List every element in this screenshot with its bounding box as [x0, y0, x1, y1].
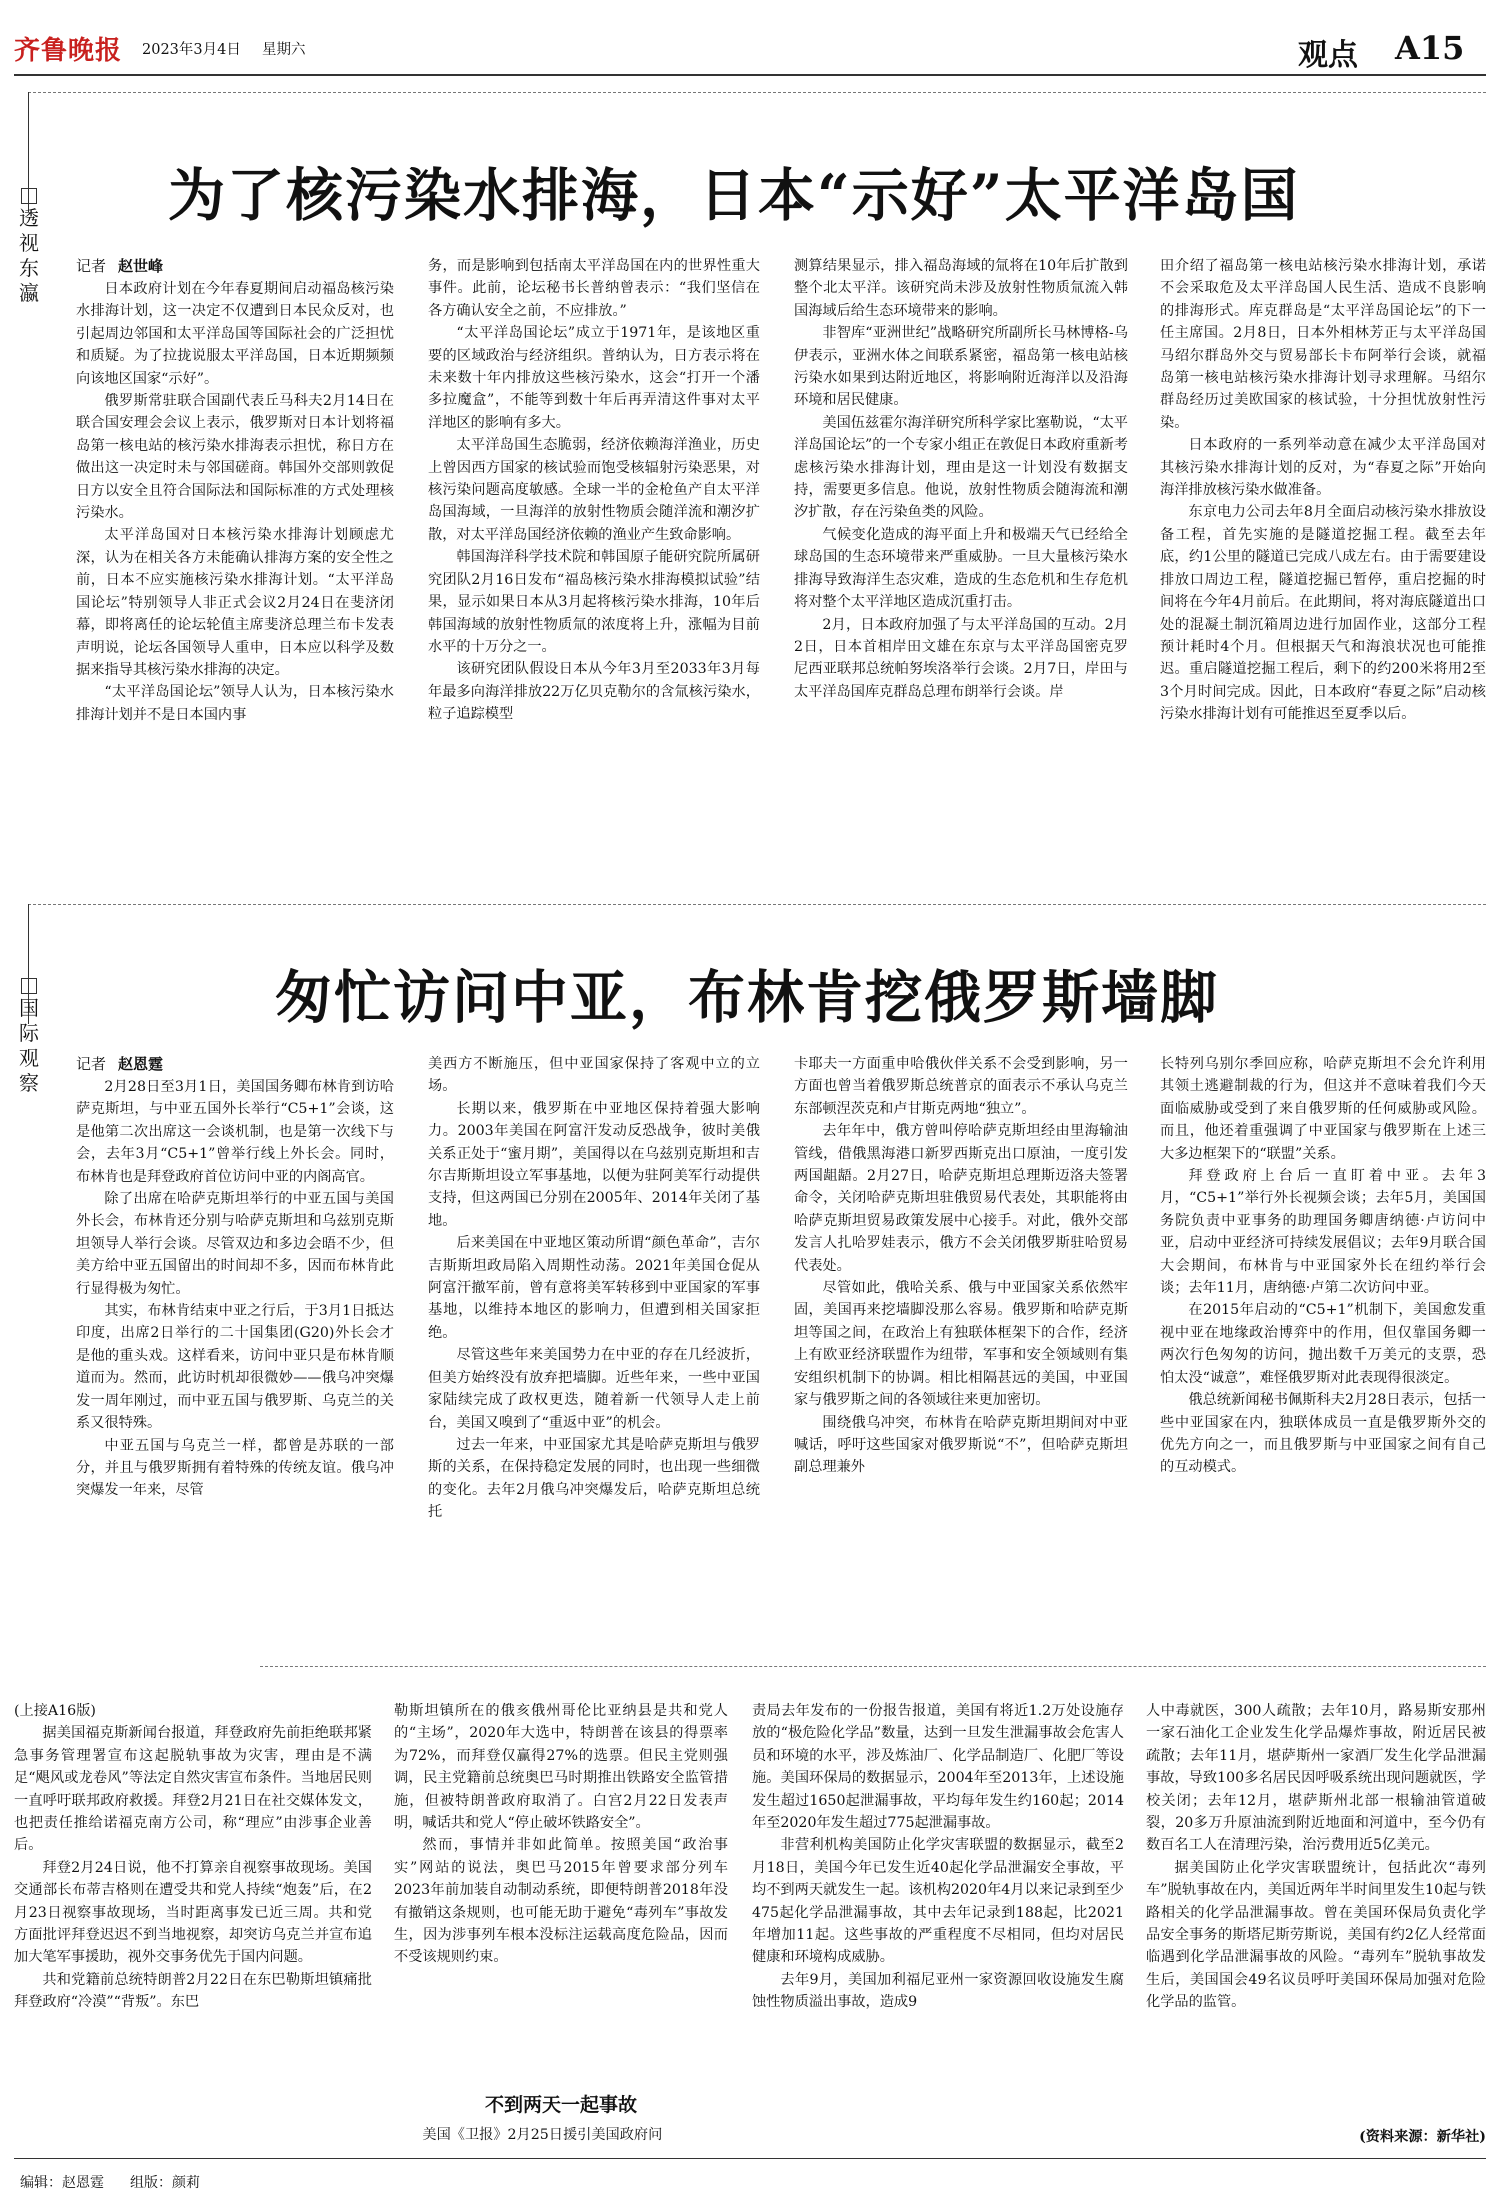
article2-byline: [76, 1053, 163, 1074]
paragraph: 2月28日至3月1日，美国国务卿布林肯到访哈萨克斯坦，与中亚五国外长举行“C5+1”会谈，这是他第二次出席这一会谈机制，也是第一次线下与会，去年3月“C5+1”曾举行线上外长会。同时，布林肯也是拜登政府首位访问中亚的内阁高官。: [76, 1079, 394, 1185]
article2-column-tag-text: 国际观察: [19, 996, 39, 1095]
byline-label: 记者: [76, 1055, 107, 1073]
paragraph: 2月，日本政府加强了与太平洋岛国的互动。2月2日，日本首相岸田文雄在东京与太平洋岛国密克罗尼西亚联邦总统帕努埃洛举行会谈。2月7日，岸田与太平洋岛国库克群岛总理布朗举行会谈。岸: [794, 616, 1128, 700]
article1-byline: [76, 255, 163, 276]
article3-subhead: 不到两天一起事故: [484, 2094, 637, 2116]
paragraph: 去年年中，俄方曾叫停哈萨克斯坦经由里海输油管线，借俄黑海港口新罗西斯克出口原油，一度引发两国龃龉。2月27日，哈萨克斯坦总理斯迈洛夫签署命令，关闭哈萨克斯坦驻俄贸易代表处，其职能将由哈萨克斯坦贸易政策发展中心接手。对此，俄外交部发言人扎哈罗娃表示，俄方不会关闭俄罗斯驻哈贸易代表处。: [794, 1123, 1128, 1274]
paragraph: 东京电力公司去年8月全面启动核污染水排放设备工程，首先实施的是隧道挖掘工程。截至去年底，约1公里的隧道已完成八成左右。由于需要建设排放口周边工程，隧道挖掘已暂停，重启挖掘的时间将在今年4月前后。在此期间，将对海底隧道出口处的混凝土制沉箱周边进行加固作业，这部分工程预计耗时4个月。但根据天气和海浪状况也可能推迟。重启隧道挖掘工程后，剩下的约200米将用2至3个月时间完成。因此，日本政府“春夏之际”启动核污染水排海计划有可能推迟至夏季以后。: [1160, 504, 1486, 723]
paragraph: 田介绍了福岛第一核电站核污染水排海计划，承诺不会采取危及太平洋岛国人民生活、造成不良影响的排海形式。库克群岛是“太平洋岛国论坛”的下一任主席国。2月8日，日本外相林芳正与太平洋岛国马绍尔群岛外交与贸易部长卡布阿举行会谈，就福岛第一核电站核污染水排海计划寻求理解。马绍尔群岛经历过美欧国家的核试验，十分担忧放射性污染。: [1160, 258, 1486, 431]
paragraph: 非营利机构美国防止化学灾害联盟的数据显示，截至2月18日，美国今年已发生近40起化学品泄漏安全事故，平均不到两天就发生一起。该机构2020年4月以来记录到至少475起化学品泄漏事故，其中去年记录到188起，比2021年增加11起。这些事故的严重程度不尽相同，但均对居民健康和环境构成威胁。: [752, 1837, 1124, 1966]
masthead-rule: [14, 74, 1486, 76]
paragraph: 然而，事情并非如此简单。按照美国“政治事实”网站的说法，奥巴马2015年曾要求部分列车2023年前加装自动制动系统，即便特朗普2018年没有撤销这条规则，也可能无助于避免“毒列车”事故发生，因为涉事列车根本没标注运载高度危险品，因而不受该规则约束。: [394, 1837, 728, 1966]
paragraph: 拜登2月24日说，他不打算亲自视察事故现场。美国交通部长布蒂吉格则在遭受共和党人持续“炮轰”后，在2月23日视察事故现场，当时距离事发已近三周。共和党方面批评拜登迟迟不到当地视察，却突访乌克兰并宣布追加大笔军事援助，视外交事务优先于国内问题。: [14, 1859, 372, 1966]
paragraph: “太平洋岛国论坛”成立于1971年，是该地区重要的区域政治与经济组织。普纳认为，日方表示将在未来数十年内排放这些核污染水，这会“打开一个潘多拉魔盒”，不能等到数十年后再弄清这件事对太平洋地区的影响有多大。: [428, 325, 760, 431]
paragraph: “太平洋岛国论坛”领导人认为，日本核污染水排海计划并不是日本国内事: [76, 684, 394, 723]
issue-date: 2023年3月4日: [142, 42, 241, 58]
source-credit: (资料来源：新华社): [1359, 2129, 1486, 2145]
article3-column-1: [14, 1700, 372, 2148]
article3-subhead-lead: [394, 2124, 728, 2148]
paragraph: 韩国海洋科学技术院和韩国原子能研究院所属研究团队2月16日发布“福岛核污染水排海模拟试验”结果，显示如果日本从3月起将核污染水排海，10年后韩国海域的放射性物质氚的浓度将上升，涨幅为目前水平的十万分之一。: [428, 549, 760, 655]
paragraph: 气候变化造成的海平面上升和极端天气已经给全球岛国的生态环境带来严重威胁。一旦大量核污染水排海导致海洋生态灾难，造成的生态危机和生存危机将对整个太平洋地区造成沉重打击。: [794, 526, 1128, 611]
article2-column-1: [76, 1076, 394, 1654]
paragraph: 太平洋岛国对日本核污染水排海计划顾虑尤深，认为在相关各方未能确认排海方案的安全性之前，日本不应实施核污染水排海计划。“太平洋岛国论坛”特别领导人非正式会议2月24日在斐济闭幕，即将离任的论坛轮值主席斐济总理兰布卡发表声明说，论坛各国领导人重申，日本应以科学及数据来指导其核污染水排海的决定。: [76, 527, 394, 678]
paragraph: 俄总统新闻秘书佩斯科夫2月28日表示，包括一些中亚国家在内，独联体成员一直是俄罗斯外交的优先方向之一，而且俄罗斯与中亚国家之间有自己的互动模式。: [1160, 1392, 1486, 1476]
paragraph: 过去一年来，中亚国家尤其是哈萨克斯坦与俄罗斯的关系，在保持稳定发展的同时，也出现一些细微的变化。去年2月俄乌冲突爆发后，哈萨克斯坦总统托: [428, 1436, 760, 1521]
paragraph: 美国《卫报》2月25日援引美国政府问: [422, 2127, 663, 2143]
article1-top-divider: [28, 92, 1486, 93]
paragraph: 美西方不断施压，但中亚国家保持了客观中立的立场。: [428, 1056, 760, 1095]
article1-column-1: [76, 278, 394, 878]
paragraph: 长期以来，俄罗斯在中亚地区保持着强大影响力。2003年美国在阿富汗发动反恐战争，彼时美俄关系正处于“蜜月期”，美国得以在乌兹别克斯坦和吉尔吉斯斯坦设立军事基地，以便为驻阿美军行动提供支持，但这两国已分别在2005年、2014年关闭了基地。: [428, 1100, 760, 1229]
paragraph: 美国伍兹霍尔海洋研究所科学家比塞勒说，“太平洋岛国论坛”的一个专家小组正在敦促日本政府重新考虑核污染水排海计划，理由是这一计划没有数据支持，需要更多信息。他说，放射性物质会随海流和潮汐扩散，存在污染鱼类的风险。: [794, 414, 1128, 521]
paragraph: 日本政府的一系列举动意在减少太平洋岛国对其核污染水排海计划的反对，为“春夏之际”开始向海洋排放核污染水做准备。: [1160, 437, 1486, 499]
footer-editor: 编辑：赵恩霆: [20, 2175, 104, 2191]
paragraph: 该研究团队假设日本从今年3月至2033年3月每年最多向海洋排放22万亿贝克勒尔的含氚核污染水，粒子追踪模型: [428, 661, 760, 723]
section-name: 观点: [1298, 38, 1358, 73]
tag-box-icon: [21, 978, 37, 994]
article2-column-4: [1160, 1053, 1486, 1654]
continued-from-label: (上接A16版): [14, 1703, 96, 1719]
paragraph: 拜登政府上台后一直盯着中亚。去年3月，“C5+1”举行外长视频会谈；去年5月，美国国务院负责中亚事务的助理国务卿唐纳德·卢访问中亚，启动中亚经济可持续发展倡议；去年9月联合国大会期间，布林肯与中亚国家外长在纽约举行会谈；去年11月，唐纳德·卢第二次访问中亚。: [1160, 1168, 1486, 1297]
paragraph: 共和党籍前总统特朗普2月22日在东巴勒斯坦镇痛批拜登政府“冷漠”“背叛”。东巴: [14, 1971, 372, 2011]
article2-column-3: [794, 1053, 1128, 1654]
paragraph: 人中毒就医，300人疏散；去年10月，路易斯安那州一家石油化工企业发生化学品爆炸事故，附近居民被疏散；去年11月，堪萨斯州一家酒厂发生化学品泄漏事故，导致100多名居民因呼吸系统出现问题就医，学校关闭；去年12月，堪萨斯州北部一根输油管道破裂，20多万升原油流到附近地面和河道中，至今仍有数百名工人在清理污染，治污费用近5亿美元。: [1146, 1703, 1486, 1854]
article2-column-2: [428, 1053, 760, 1654]
article1-headline: 为了核污染水排海，日本“示好”太平洋岛国: [168, 162, 1300, 229]
paragraph: 据美国防止化学灾害联盟统计，包括此次“毒列车”脱轨事故在内，美国近两年半时间里发生10起与铁路相关的化学品泄漏事故。曾在美国环保局负责化学品安全事务的斯塔尼斯劳斯说，美国有约2亿人经常面临遇到化学品泄漏事故的风险。“毒列车”脱轨事故发生后，美国国会49名议员呼吁美国环保局加强对危险化学品的监管。: [1146, 1859, 1486, 2011]
paragraph: 务，而是影响到包括南太平洋岛国在内的世界性重大事件。此前，论坛秘书长普纳曾表示：“我们坚信在各方确认安全之前，不应排放。”: [428, 258, 760, 319]
article1-column-tag-text: 透视东瀛: [19, 206, 39, 305]
byline-name: 赵世峰: [118, 257, 164, 275]
paragraph: 其实，布林肯结束中亚之行后，于3月1日抵达印度，出席2日举行的二十国集团(G20)外长会才是他的重头戏。这样看来，访问中亚只是布林肯顺道而为。然而，此访时机却很微妙——俄乌冲突爆发一周年刚过，而中亚五国与俄罗斯、乌克兰的关系又很特殊。: [76, 1303, 394, 1432]
article2-headline: 匆忙访问中亚，布林肯挖俄罗斯墙脚: [275, 964, 1219, 1031]
issue-weekday: 星期六: [262, 42, 306, 58]
article3-top-divider: [260, 1666, 1486, 1667]
page-number: A15: [1395, 29, 1465, 67]
paragraph: 围绕俄乌冲突，布林肯在哈萨克斯坦期间对中亚喊话，呼吁这些国家对俄罗斯说“不”，但哈萨克斯坦副总理兼外: [794, 1414, 1128, 1476]
paragraph: 俄罗斯常驻联合国副代表丘马科夫2月14日在联合国安理会会议上表示，俄罗斯对日本计划将福岛第一核电站的核污染水排海表示担忧，称日方在做出这一决定时未与邻国磋商。韩国外交部则敦促日方以安全且符合国际法和国际标准的方式处理核污染水。: [76, 393, 394, 522]
paragraph: 长特列乌别尔季回应称，哈萨克斯坦不会允许利用其领土逃避制裁的行为，但这并不意味着我们今天面临威胁或受到了来自俄罗斯的任何威胁或风险。而且，他还着重强调了中亚国家与俄罗斯在上述三大多边框架下的“联盟”关系。: [1160, 1056, 1486, 1162]
article2-top-divider: [28, 904, 1486, 905]
paragraph: 去年9月，美国加利福尼亚州一家资源回收设施发生腐蚀性物质溢出事故，造成9: [752, 1971, 1124, 2011]
article1-column-2: [428, 255, 760, 878]
byline-label: 记者: [76, 257, 107, 275]
article1-column-tag: [16, 188, 42, 306]
paragraph: 尽管如此，俄哈关系、俄与中亚国家关系依然牢固，美国再来挖墙脚没那么容易。俄罗斯和哈萨克斯坦等国之间，在政治上有独联体框架下的合作，经济上有欧亚经济联盟作为纽带，军事和安全领域则有集安组织机制下的协调。相比相隔甚远的美国，中亚国家与俄罗斯之间的各领域往来更加密切。: [794, 1280, 1128, 1409]
paragraph: 据美国福克斯新闻台报道，拜登政府先前拒绝联邦紧急事务管理署宣布这起脱轨事故为灾害，理由是不满足“飓风或龙卷风”等法定自然灾害宣布条件。当地居民则一直呼吁联邦政府救援。拜登2月21日在社交媒体发文，也把责任推给诺福克南方公司，称“理应”由涉事企业善后。: [14, 1725, 372, 1854]
footer-layout: 组版：颜莉: [130, 2175, 200, 2191]
article1-column-4: [1160, 255, 1486, 878]
paragraph: 尽管这些年来美国势力在中亚的存在几经波折，但美方始终没有放弃把墙脚。近些年来，一些中亚国家陆续完成了政权更迭，随着新一代领导人走上前台，美国又嗅到了“重返中亚”的机会。: [428, 1347, 760, 1431]
paragraph: 卡耶夫一方面重申哈俄伙伴关系不会受到影响，另一方面也曾当着俄罗斯总统普京的面表示不承认乌克兰东部顿涅茨克和卢甘斯克两地“独立”。: [794, 1056, 1128, 1117]
article3-column-4: [1146, 1700, 1486, 2130]
paragraph: 中亚五国与乌克兰一样，都曾是苏联的一部分，并且与俄罗斯拥有着特殊的传统友谊。俄乌冲突爆发一年来，尽管: [76, 1437, 394, 1499]
paragraph: 后来美国在中亚地区策动所谓“颜色革命”，吉尔吉斯斯坦政局陷入周期性动荡。2021年美国仓促从阿富汗撤军前，曾有意将美军转移到中亚国家的军事基地，以维持本地区的影响力，但遭到相关国家拒绝。: [428, 1235, 760, 1341]
paragraph: 除了出席在哈萨克斯坦举行的中亚五国与美国外长会，布林肯还分别与哈萨克斯坦和乌兹别克斯坦领导人举行会谈。尽管双边和多边会晤不少，但美方给中亚五国留出的时间却不多，因而布林肯此行显得极为匆忙。: [76, 1191, 394, 1297]
footer-rule: [14, 2158, 1486, 2159]
paragraph: 勒斯坦镇所在的俄亥俄州哥伦比亚纳县是共和党人的“主场”，2020年大选中，特朗普在该县的得票率为72%，而拜登仅赢得27%的选票。但民主党则强调，民主党籍前总统奥巴马时期推出铁路安全监管措施，但被特朗普政府取消了。白宫2月22日发表声明，喊话共和党人“停止破坏铁路安全”。: [394, 1703, 728, 1832]
paragraph: 日本政府计划在今年春夏期间启动福岛核污染水排海计划，这一决定不仅遭到日本民众反对，也引起周边邻国和太平洋岛国等国际社会的广泛担忧和质疑。为了拉拢说服太平洋岛国，日本近期频频向该地区国家“示好”。: [76, 281, 394, 387]
newspaper-logo: 齐鲁晚报: [14, 36, 123, 66]
byline-name: 赵恩霆: [118, 1055, 164, 1073]
paragraph: 在2015年启动的“C5+1”机制下，美国愈发重视中亚在地缘政治博弈中的作用，但仅靠国务卿一两次行色匆匆的访问，抛出数千万美元的支票，恐怕太没“诚意”，难怪俄罗斯对此表现得很淡定。: [1160, 1302, 1486, 1386]
article1-column-3: [794, 255, 1128, 878]
article3-column-3: [752, 1700, 1124, 2148]
paragraph: 非智库“亚洲世纪”战略研究所副所长马林博格-乌伊表示，亚洲水体之间联系紧密，福岛第一核电站核污染水如果到达附近地区，将影响附近海洋以及沿海环境和居民健康。: [794, 325, 1128, 409]
paragraph: 责局去年发布的一份报告报道，美国有将近1.2万处设施存放的“极危险化学品”数量，达到一旦发生泄漏事故会危害人员和环境的水平，涉及炼油厂、化学品制造厂、化肥厂等设施。美国环保局的数据显示，2004年至2013年，上述设施发生超过1650起泄漏事故，平均每年发生约160起；2014年至2020年发生超过775起泄漏事故。: [752, 1703, 1124, 1832]
article3-column-2: [394, 1700, 728, 2022]
tag-box-icon: [21, 188, 37, 204]
paragraph: 太平洋岛国生态脆弱，经济依赖海洋渔业，历史上曾因西方国家的核试验而饱受核辐射污染恶果，对核污染问题高度敏感。全球一半的金枪鱼产自太平洋岛国海域，一旦海洋的放射性物质会随洋流和潮汐扩散，对太平洋岛国经济依赖的渔业产生致命影响。: [428, 437, 760, 543]
paragraph: 测算结果显示，排入福岛海域的氚将在10年后扩散到整个北太平洋。该研究尚未涉及放射性物质氚流入韩国海域后给生态环境带来的影响。: [794, 258, 1128, 319]
article2-column-tag: [16, 978, 42, 1096]
